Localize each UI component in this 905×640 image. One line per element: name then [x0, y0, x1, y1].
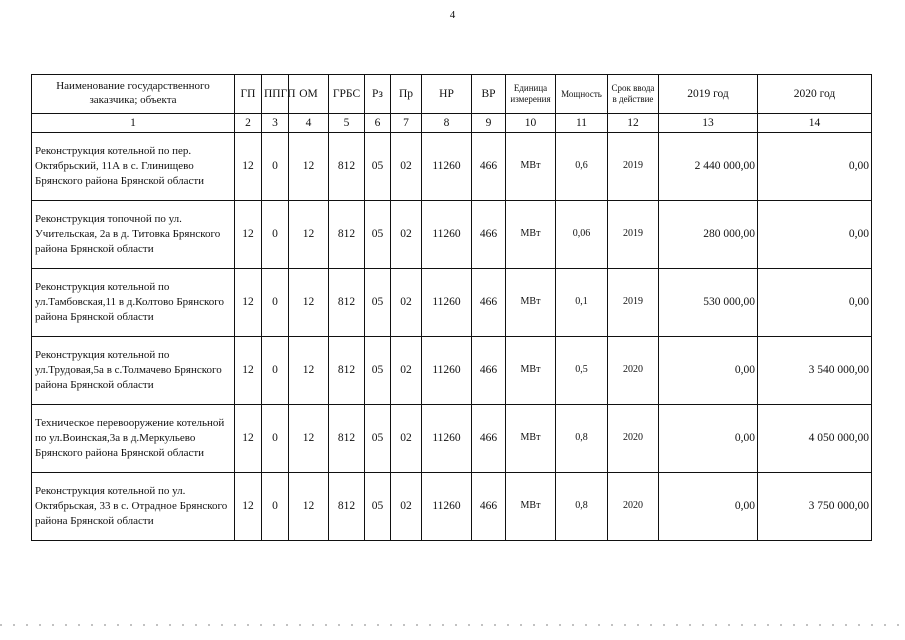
column-number-cell: 3: [262, 114, 289, 133]
column-number-cell: 1: [32, 114, 235, 133]
commission-year-cell: 2020: [608, 473, 659, 541]
grbs-cell: 812: [329, 473, 365, 541]
om-cell: 12: [289, 405, 329, 473]
column-number-cell: 2: [235, 114, 262, 133]
table-body: [32, 133, 872, 541]
commission-year-cell: 2019: [608, 133, 659, 201]
table-row: [32, 473, 872, 541]
header-cell-2019: 2019 год: [659, 75, 758, 114]
gp-cell: 12: [235, 337, 262, 405]
column-number-cell: 10: [506, 114, 556, 133]
column-number-cell: 5: [329, 114, 365, 133]
header-cell-vr: ВР: [472, 75, 506, 114]
vr-cell: 466: [472, 337, 506, 405]
table-row: [32, 337, 872, 405]
header-cell-name: Наименование государственного заказчика; объекта: [32, 75, 235, 114]
header-cell-ppgp: ППГП: [262, 75, 289, 114]
pr-cell: 02: [391, 201, 422, 269]
table-row: [32, 405, 872, 473]
header-cell-unit: Единица измерения: [506, 75, 556, 114]
amount-2019-cell: 0,00: [659, 337, 758, 405]
column-number-cell: 14: [758, 114, 872, 133]
power-cell: 0,8: [556, 405, 608, 473]
column-number-cell: 4: [289, 114, 329, 133]
header-cell-power: Мощность: [556, 75, 608, 114]
column-number-cell: 11: [556, 114, 608, 133]
object-name-cell: Реконструкция котельной по ул.Тамбовская,11 в д.Колтово Брянского района Брянской области: [32, 269, 235, 337]
header-cell-2020: 2020 год: [758, 75, 872, 114]
gp-cell: 12: [235, 201, 262, 269]
page-number: 4: [449, 9, 456, 21]
column-number-cell: 7: [391, 114, 422, 133]
header-cell-gp: ГП: [235, 75, 262, 114]
power-cell: 0,6: [556, 133, 608, 201]
object-name-cell: Реконструкция котельной по ул.Трудовая,5а в с.Толмачево Брянского района Брянской области: [32, 337, 235, 405]
header-cell-om: ОМ: [289, 75, 329, 114]
om-cell: 12: [289, 133, 329, 201]
scan-edge-artifact: [0, 624, 905, 626]
power-cell: 0,06: [556, 201, 608, 269]
gp-cell: 12: [235, 473, 262, 541]
header-cell-rz: Рз: [365, 75, 391, 114]
power-cell: 0,1: [556, 269, 608, 337]
unit-cell: МВт: [506, 473, 556, 541]
pr-cell: 02: [391, 269, 422, 337]
rz-cell: 05: [365, 473, 391, 541]
table-row: [32, 133, 872, 201]
header-cell-grbs: ГРБС: [329, 75, 365, 114]
om-cell: 12: [289, 473, 329, 541]
header-cell-commission-year: Срок ввода в действие: [608, 75, 659, 114]
column-number-cell: 6: [365, 114, 391, 133]
amount-2019-cell: 0,00: [659, 473, 758, 541]
vr-cell: 466: [472, 269, 506, 337]
pr-cell: 02: [391, 405, 422, 473]
rz-cell: 05: [365, 405, 391, 473]
unit-cell: МВт: [506, 201, 556, 269]
vr-cell: 466: [472, 201, 506, 269]
amount-2019-cell: 2 440 000,00: [659, 133, 758, 201]
object-name-cell: Техническое перевооружение котельной по ул.Воинская,3а в д.Меркульево Брянского района Брянской области: [32, 405, 235, 473]
vr-cell: 466: [472, 473, 506, 541]
rz-cell: 05: [365, 201, 391, 269]
ppgp-cell: 0: [262, 337, 289, 405]
nr-cell: 11260: [422, 405, 472, 473]
header-cell-nr: НР: [422, 75, 472, 114]
power-cell: 0,8: [556, 473, 608, 541]
pr-cell: 02: [391, 473, 422, 541]
ppgp-cell: 0: [262, 269, 289, 337]
objects-table: [31, 74, 872, 541]
om-cell: 12: [289, 201, 329, 269]
object-name-cell: Реконструкция котельной по ул. Октябрьская, 33 в с. Отрадное Брянского района Брянской области: [32, 473, 235, 541]
unit-cell: МВт: [506, 337, 556, 405]
grbs-cell: 812: [329, 133, 365, 201]
object-name-cell: Реконструкция топочной по ул. Учительская, 2а в д. Титовка Брянского района Брянской области: [32, 201, 235, 269]
ppgp-cell: 0: [262, 405, 289, 473]
nr-cell: 11260: [422, 473, 472, 541]
header-cell-pr: Пр: [391, 75, 422, 114]
table-row: [32, 201, 872, 269]
column-number-cell: 8: [422, 114, 472, 133]
ppgp-cell: 0: [262, 133, 289, 201]
grbs-cell: 812: [329, 269, 365, 337]
amount-2020-cell: 4 050 000,00: [758, 405, 872, 473]
gp-cell: 12: [235, 133, 262, 201]
gp-cell: 12: [235, 269, 262, 337]
column-number-cell: 12: [608, 114, 659, 133]
amount-2019-cell: 280 000,00: [659, 201, 758, 269]
ppgp-cell: 0: [262, 473, 289, 541]
unit-cell: МВт: [506, 405, 556, 473]
rz-cell: 05: [365, 337, 391, 405]
gp-cell: 12: [235, 405, 262, 473]
grbs-cell: 812: [329, 405, 365, 473]
column-number-cell: 9: [472, 114, 506, 133]
vr-cell: 466: [472, 133, 506, 201]
nr-cell: 11260: [422, 337, 472, 405]
amount-2019-cell: 0,00: [659, 405, 758, 473]
om-cell: 12: [289, 337, 329, 405]
grbs-cell: 812: [329, 201, 365, 269]
amount-2020-cell: 0,00: [758, 201, 872, 269]
amount-2019-cell: 530 000,00: [659, 269, 758, 337]
column-number-cell: 13: [659, 114, 758, 133]
om-cell: 12: [289, 269, 329, 337]
commission-year-cell: 2020: [608, 405, 659, 473]
nr-cell: 11260: [422, 269, 472, 337]
nr-cell: 11260: [422, 201, 472, 269]
pr-cell: 02: [391, 133, 422, 201]
table-row: [32, 269, 872, 337]
rz-cell: 05: [365, 269, 391, 337]
power-cell: 0,5: [556, 337, 608, 405]
header-row: [32, 75, 872, 114]
grbs-cell: 812: [329, 337, 365, 405]
column-number-row: [32, 114, 872, 133]
unit-cell: МВт: [506, 269, 556, 337]
commission-year-cell: 2019: [608, 201, 659, 269]
rz-cell: 05: [365, 133, 391, 201]
unit-cell: МВт: [506, 133, 556, 201]
object-name-cell: Реконструкция котельной по пер. Октябрьский, 11А в с. Глинищево Брянского района Брянской области: [32, 133, 235, 201]
amount-2020-cell: 0,00: [758, 133, 872, 201]
nr-cell: 11260: [422, 133, 472, 201]
amount-2020-cell: 3 750 000,00: [758, 473, 872, 541]
commission-year-cell: 2019: [608, 269, 659, 337]
amount-2020-cell: 0,00: [758, 269, 872, 337]
amount-2020-cell: 3 540 000,00: [758, 337, 872, 405]
pr-cell: 02: [391, 337, 422, 405]
commission-year-cell: 2020: [608, 337, 659, 405]
vr-cell: 466: [472, 405, 506, 473]
ppgp-cell: 0: [262, 201, 289, 269]
